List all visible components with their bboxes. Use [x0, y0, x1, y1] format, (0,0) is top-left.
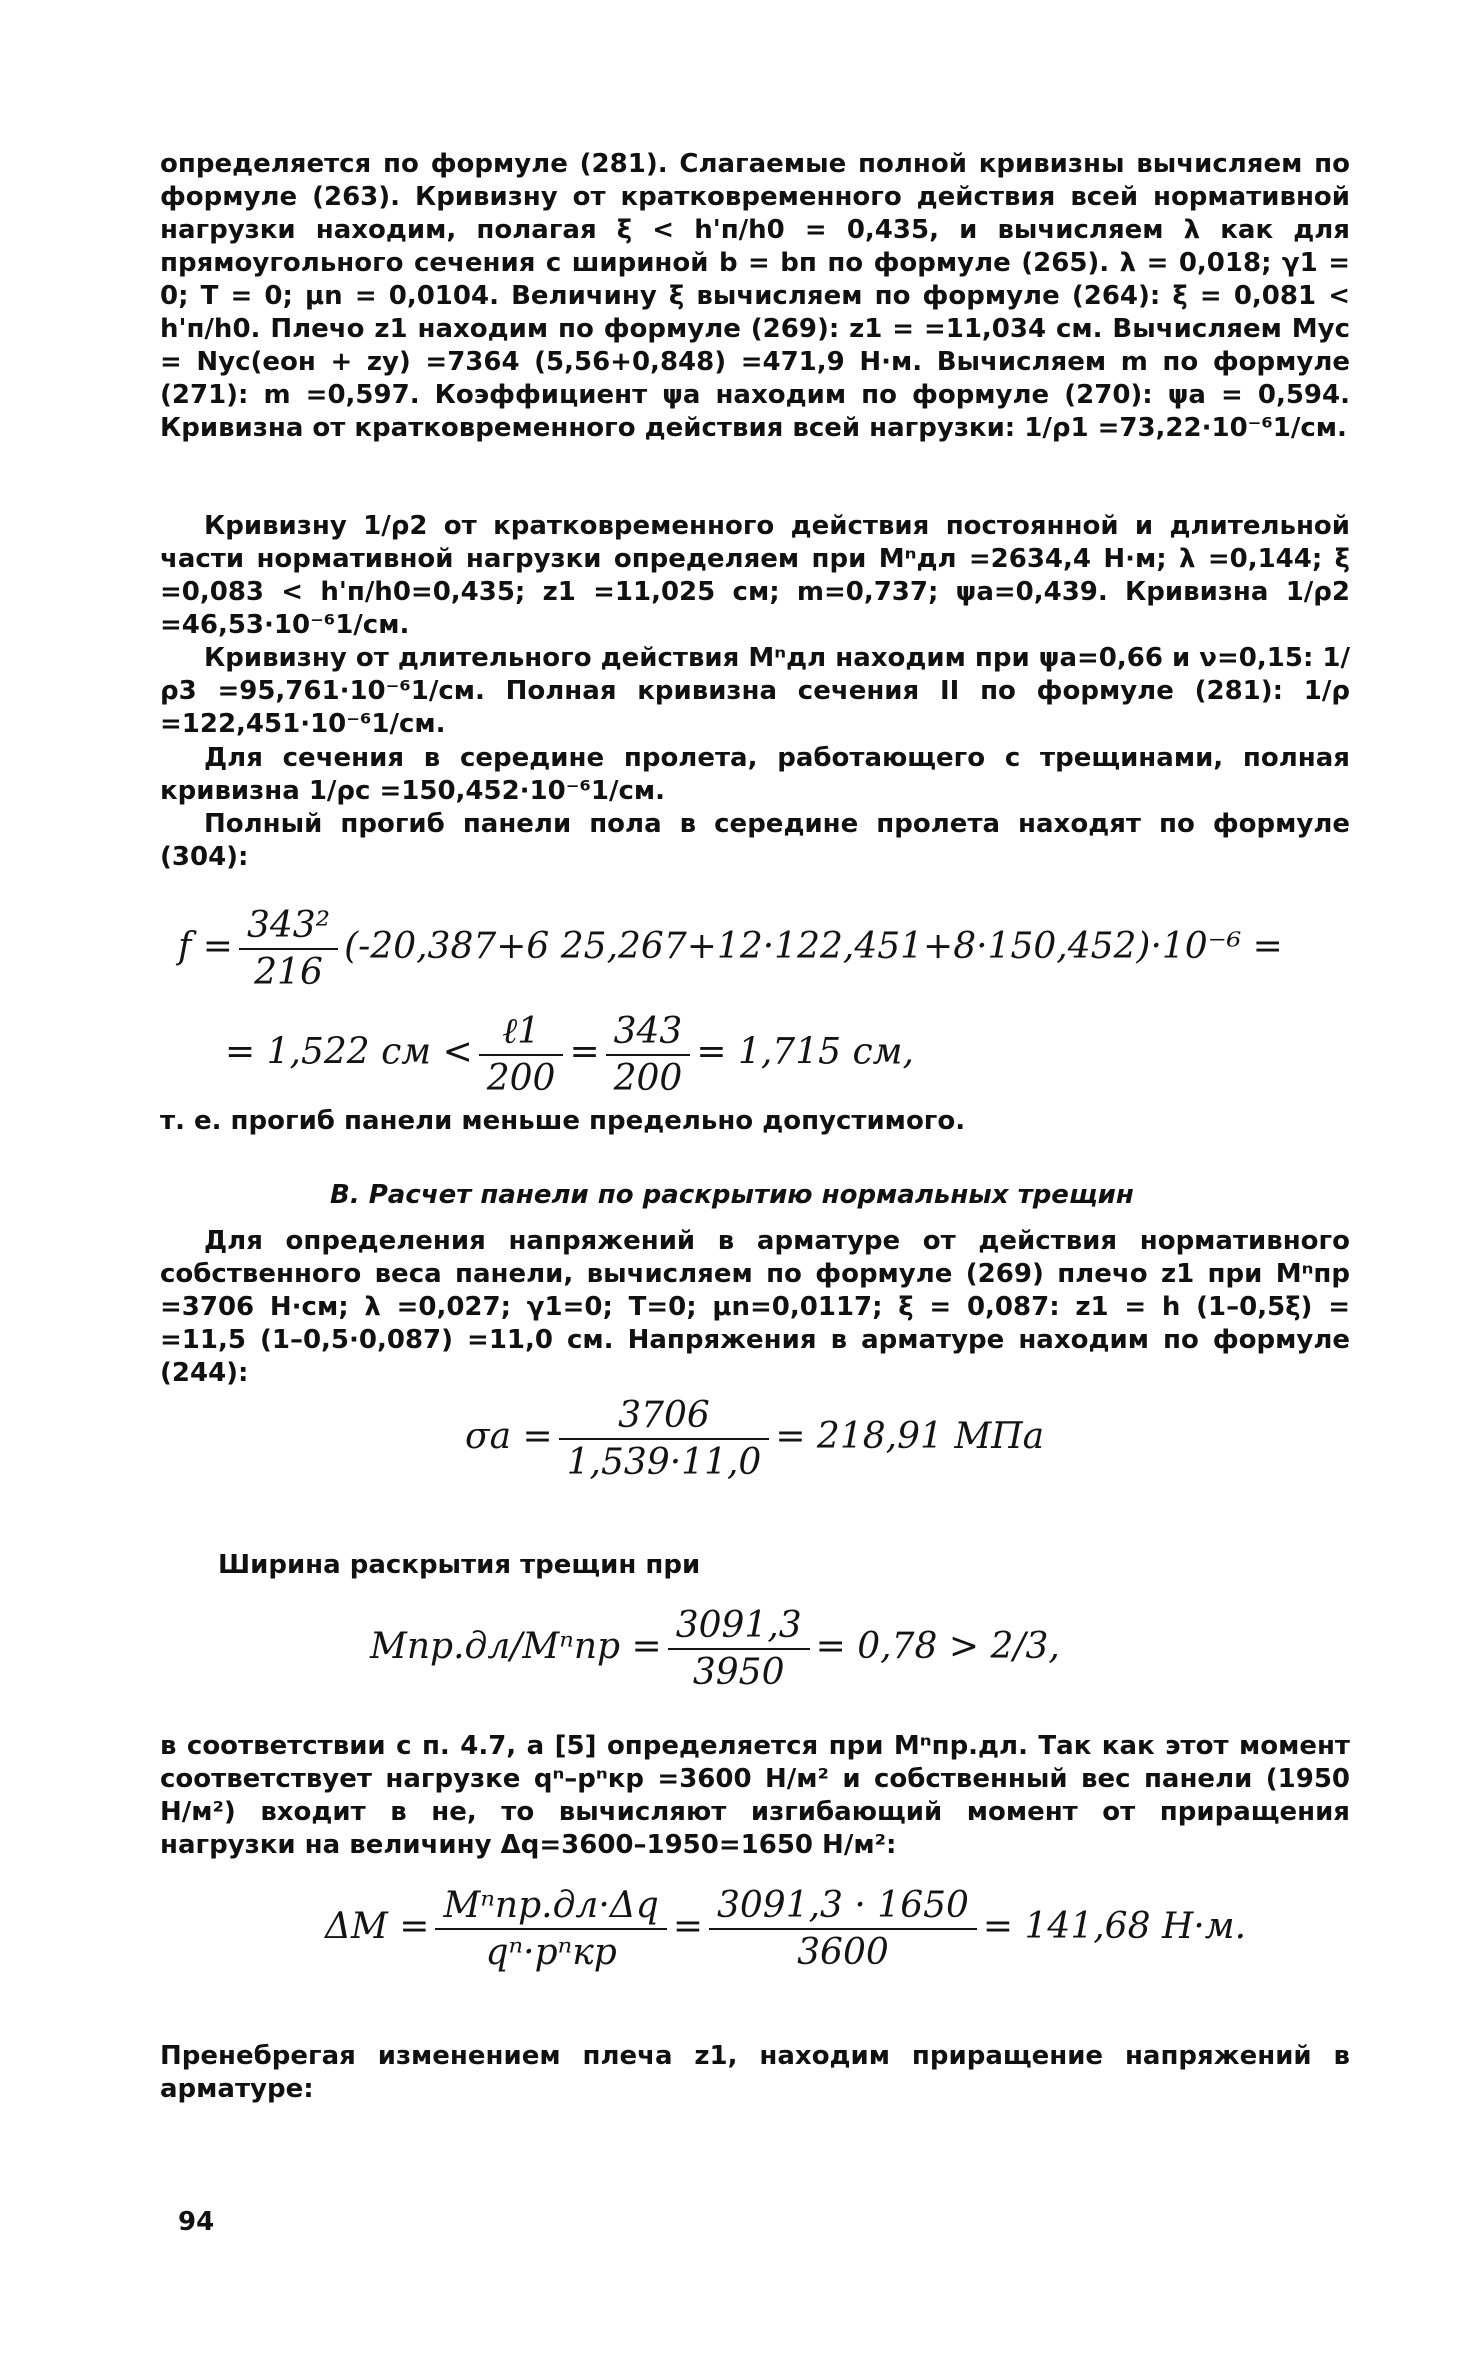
fraction-numerator: 343: [606, 1011, 691, 1056]
fraction-denominator: qⁿ·pⁿкр: [485, 1932, 617, 1973]
paragraph-deflection-intro: Полный прогиб панели пола в середине пролета находят по формуле (304):: [160, 809, 1350, 872]
formula-stress-rhs: = 218,91 МПа: [775, 1416, 1045, 1457]
fraction-denominator: 1,539·11,0: [566, 1442, 762, 1483]
formula-moment-increment: [325, 1885, 1246, 1973]
formula-ratio-rhs: = 0,78 > 2/3,: [815, 1626, 1060, 1667]
paragraph-deflection-conclusion: т. е. прогиб панели меньше предельно допустимого.: [160, 1106, 966, 1136]
fraction-denominator: 3950: [692, 1652, 785, 1693]
formula-increment-value-fraction: [709, 1885, 977, 1973]
paragraph-curvature-long-term: Кривизну 1/ρ2 от кратковременного действия постоянной и длительной части нормативной нагрузки определяем при Mⁿдл =2634,4 Н·м; λ =0,144; ξ =0,083 < h'п/h0=0,435; z1 =11,025 см; m=0,737; ψа=0,439. Кривизна 1/ρ2 =46,53·10⁻⁶1/см.: [160, 511, 1350, 640]
formula-deflection-result: [225, 1010, 914, 1099]
paragraph-crack-width: Ширина раскрытия трещин при: [218, 1550, 701, 1580]
equals-sign: =: [569, 1031, 600, 1073]
formula-increment-lhs: ΔM =: [325, 1906, 430, 1947]
fraction-denominator: 200: [486, 1058, 556, 1099]
paragraph-stress-intro: Для определения напряжений в арматуре от действия нормативного собственного веса панели, вычисляем по формуле (269) плечо z1 при Mⁿпр =3706 Н·см; λ =0,027; γ1=0; T=0; μn=0,0117; ξ = 0,087: z1 = h (1–0,5ξ) = =11,5 (1–0,5·0,087) =11,0 см. Напряжения в арматуре находим по формуле (244):: [160, 1226, 1350, 1388]
fraction-denominator: 216: [254, 952, 323, 993]
fraction-denominator: 200: [613, 1057, 683, 1099]
formula-moment-ratio: [370, 1605, 1060, 1693]
paragraph-full-curvature: Кривизну от длительного действия Mⁿдл находим при ψа=0,66 и ν=0,15: 1/ρ3 =95,761·10⁻⁶1/см. Полная кривизна сечения II по формуле (281): 1/ρ =122,451·10⁻⁶1/см.: [160, 643, 1350, 739]
formula-stress-fraction: [559, 1395, 770, 1483]
formula-value-fraction: [606, 1011, 691, 1099]
equals-sign: =: [672, 1906, 703, 1947]
formula-ratio-lhs: Mпр.дл/Mⁿпр =: [370, 1626, 662, 1667]
fraction-denominator: 3600: [797, 1932, 889, 1973]
paragraph-stress-increment: Пренебрегая изменением плеча z1, находим приращение напряжений в арматуре:: [160, 2041, 1350, 2104]
formula-deflection-body: (-20,387+6 25,267+12·122,451+8·150,452)·10⁻⁶ =: [344, 926, 1283, 967]
formula-result-lhs: = 1,522 см <: [225, 1031, 473, 1073]
paragraph-midspan-curvature: Для сечения в середине пролета, работающего с трещинами, полная кривизна 1/ρc =150,452·10⁻⁶1/см.: [160, 743, 1350, 806]
paragraph-moment-increment: в соответствии с п. 4.7, а [5] определяется при Mⁿпр.дл. Так как этот момент соответствует нагрузке qⁿ–pⁿкр =3600 Н/м² и собственный вес панели (1950 Н/м²) входит в не, то вычисляют изгибающий момент от приращения нагрузки на величину Δq=3600–1950=1650 Н/м²:: [160, 1731, 1350, 1860]
formula-increment-fraction: [435, 1885, 666, 1973]
formula-deflection-fraction: [239, 905, 338, 993]
fraction-numerator: 3706: [559, 1395, 770, 1440]
fraction-numerator: 3091,3: [668, 1605, 810, 1650]
formula-result-rhs: = 1,715 см,: [696, 1031, 914, 1073]
formula-deflection: [178, 905, 1283, 993]
formula-stress-lhs: σa =: [465, 1416, 553, 1457]
formula-deflection-lhs: f =: [178, 926, 233, 967]
fraction-numerator: 3091,3 · 1650: [709, 1885, 977, 1930]
paragraph-curvature-formulas: определяется по формуле (281). Слагаемые полной кривизны вычисляем по формуле (263). Кривизну от кратковременного действия всей нормативной нагрузки находим, полагая ξ < h'п/h0 = 0,435, и вычисляем λ как для прямоугольного сечения с шириной b = bп по формуле (265). λ = 0,018; γ1 = 0; T = 0; μn = 0,0104. Величину ξ вычисляем по формуле (264): ξ = 0,081 < h'п/h0. Плечо z1 находим по формуле (269): z1 = =11,034 см. Вычисляем Mус = Nус(eон + zу) =7364 (5,56+0,848) =471,9 Н·м. Вычисляем m по формуле (271): m =0,597. Коэффициент ψа находим по формуле (270): ψа = 0,594. Кривизна от кратковременного действия всей нагрузки: 1/ρ1 =73,22·10⁻⁶1/см.: [160, 149, 1350, 443]
formula-increment-rhs: = 141,68 Н·м.: [982, 1906, 1247, 1947]
fraction-numerator: ℓ1: [479, 1010, 564, 1056]
formula-stress: [465, 1395, 1044, 1483]
page-number: 94: [178, 2207, 215, 2237]
fraction-numerator: 343²: [239, 905, 338, 950]
section-heading: В. Расчет панели по раскрытию нормальных трещин: [330, 1180, 1134, 1210]
fraction-numerator: Mⁿпр.дл·Δq: [435, 1885, 666, 1930]
formula-ratio-fraction: [668, 1605, 810, 1693]
formula-span-fraction: [479, 1010, 564, 1099]
